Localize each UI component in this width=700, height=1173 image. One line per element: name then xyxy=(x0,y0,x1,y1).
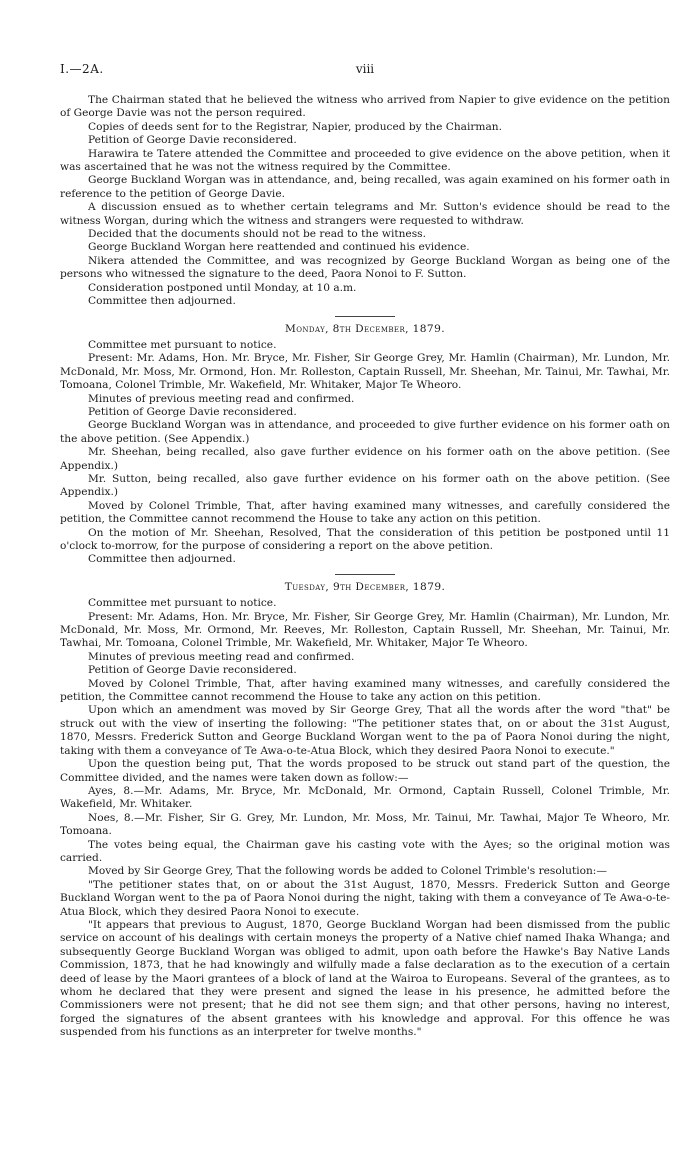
minutes-body xyxy=(60,94,670,1040)
minutes-paragraph: The Chairman stated that he believed the witness who arrived from Napier to give evidence on the petition of George Davie was not the person required. xyxy=(60,94,670,120)
minutes-paragraph: George Buckland Worgan here reattended and continued his evidence. xyxy=(88,241,470,254)
meeting-date-heading: Monday, 8th December, 1879. xyxy=(285,322,445,335)
minutes-paragraph: Consideration postponed until Monday, at 10 a.m. xyxy=(88,281,357,294)
minutes-paragraph: Moved by Colonel Trimble, That, after having examined many witnesses, and carefully considered the petition, the Committee cannot recommend the House to take any action on this petition. xyxy=(60,677,670,704)
minutes-paragraph: Petition of George Davie reconsidered. xyxy=(88,405,297,418)
minutes-paragraph: Committee then adjourned. xyxy=(88,295,236,308)
minutes-paragraph: Noes, 8.—Mr. Fisher, Sir G. Grey, Mr. Lundon, Mr. Moss, Mr. Tainui, Mr. Tawhai, Major Te Wheoro, Mr. Tomoana. xyxy=(60,811,670,838)
section-divider xyxy=(335,574,395,575)
parliamentary-paper-ref: I.—2A. xyxy=(60,62,104,76)
meeting-date-heading: Tuesday, 9th December, 1879. xyxy=(284,580,446,593)
minutes-paragraph: Present: Mr. Adams, Hon. Mr. Bryce, Mr. Fisher, Sir George Grey, Mr. Hamlin (Chairman), Mr. Lundon, Mr. McDonald, Mr. Moss, Mr. Ormond, Hon. Mr. Rolleston, Captain Russell, Mr. Sheehan, Mr. Tainui, Mr. Tawhai, Mr. Tomoana, Colonel Trimble, Mr. Wakefield, Mr. Whitaker, Major Te Wheoro. xyxy=(60,352,670,392)
minutes-paragraph: Nikera attended the Committee, and was recognized by George Buckland Worgan as being one of the persons who witnessed the signature to the deed, Paora Nonoi to F. Sutton. xyxy=(60,254,670,281)
quoted-paragraph: "It appears that previous to August, 1870, George Buckland Worgan had been dismissed from the public service on account of his dealings with certain moneys the property of a Native chief named Ihaka Whanga; and subsequently George Buckland Worgan was obliged to admit, upon oath before the Hawke's Bay Native Lands Commission, 1873, that he had knowingly and wilfully made a false declaration as to the execution of a certain deed of lease by the Maori grantees of a block of land at the Wairoa to Europeans. Several of the grantees, as to whom he declared that they were present and signed the lease in his presence, he admitted before the Commissioners were not present; that he did not see them sign; and that other persons, having no interest, forged the signatures of the absent grantees with his knowledge and approval. For this offence he was suspended from his functions as an interpreter for twelve months." xyxy=(60,918,670,1039)
minutes-paragraph: Minutes of previous meeting read and confirmed. xyxy=(88,650,355,663)
quoted-paragraph: "The petitioner states that, on or about the 31st August, 1870, Messrs. Frederick Sutton and George Buckland Worgan went to the pa of Paora Nonoi during the night, taking with them a conveyance of Te Awa-o-te-Atua Block, which they desired Paora Nonoi to execute. xyxy=(60,878,670,918)
page-header xyxy=(60,62,670,84)
minutes-paragraph: Copies of deeds sent for to the Registrar, Napier, produced by the Chairman. xyxy=(88,120,502,133)
minutes-paragraph: Present: Mr. Adams, Hon. Mr. Bryce, Mr. Fisher, Sir George Grey, Mr. Hamlin (Chairman), Mr. Lundon, Mr. McDonald, Mr. Moss, Mr. Ormond, Mr. Reeves, Mr. Rolleston, Captain Russell, Mr. Sheehan, Mr. Tainui, Mr. Tawhai, Mr. Tomoana, Colonel Trimble, Mr. Wakefield, Mr. Whitaker, Major Te Wheoro. xyxy=(60,610,670,650)
minutes-paragraph: Harawira te Tatere attended the Committee and proceeded to give evidence on the above petition, when it was ascertained that he was not the witness required by the Committee. xyxy=(60,147,670,174)
minutes-paragraph: Minutes of previous meeting read and confirmed. xyxy=(88,392,355,405)
minutes-paragraph: Committee then adjourned. xyxy=(88,553,236,566)
minutes-paragraph: Petition of George Davie reconsidered. xyxy=(88,134,297,147)
minutes-paragraph: Ayes, 8.—Mr. Adams, Mr. Bryce, Mr. McDonald, Mr. Ormond, Captain Russell, Colonel Trimble, Mr. Wakefield, Mr. Whitaker. xyxy=(60,784,670,811)
minutes-paragraph: Moved by Colonel Trimble, That, after having examined many witnesses, and carefully considered the petition, the Committee cannot recommend the House to take any action on this petition. xyxy=(60,499,670,526)
minutes-paragraph: Upon the question being put, That the words proposed to be struck out stand part of the question, the Committee divided, and the names were taken down as follow:— xyxy=(60,758,670,784)
minutes-paragraph: On the motion of Mr. Sheehan, Resolved, That the consideration of this petition be postponed until 11 o'clock to-morrow, for the purpose of considering a report on the above petition. xyxy=(60,526,670,552)
minutes-paragraph: Decided that the documents should not be read to the witness. xyxy=(88,228,426,241)
minutes-paragraph: Committee met pursuant to notice. xyxy=(88,338,277,351)
minutes-paragraph: A discussion ensued as to whether certain telegrams and Mr. Sutton's evidence should be read to the witness Worgan, during which the witness and strangers were requested to withdraw. xyxy=(60,201,670,227)
minutes-paragraph: Petition of George Davie reconsidered. xyxy=(88,664,297,677)
minutes-paragraph: Moved by Sir George Grey, That the following words be added to Colonel Trimble's resolution:— xyxy=(88,865,607,878)
section-divider xyxy=(335,316,395,317)
minutes-paragraph: George Buckland Worgan was in attendance, and proceeded to give further evidence on his former oath on the above petition. (See Appendix.) xyxy=(60,419,670,445)
minutes-paragraph: Upon which an amendment was moved by Sir George Grey, That all the words after the word "that" be struck out with the view of inserting the following: "The petitioner states that, on or about the 31st August, 1870, Messrs. Frederick Sutton and George Buckland Worgan went to the pa of Paora Nonoi during the night, taking with them a conveyance of Te Awa-o-te-Atua Block, which they desired Paora Nonoi to execute." xyxy=(60,704,670,757)
minutes-paragraph: The votes being equal, the Chairman gave his casting vote with the Ayes; so the original motion was carried. xyxy=(60,838,670,864)
minutes-paragraph: Mr. Sutton, being recalled, also gave further evidence on his former oath on the above petition. (See Appendix.) xyxy=(60,472,670,499)
page-number: viii xyxy=(355,62,375,76)
minutes-paragraph: Mr. Sheehan, being recalled, also gave further evidence on his former oath on the above petition. (See Appendix.) xyxy=(60,446,670,472)
minutes-paragraph: George Buckland Worgan was in attendance, and, being recalled, was again examined on his former oath in reference to the petition of George Davie. xyxy=(60,174,670,200)
minutes-paragraph: Committee met pursuant to notice. xyxy=(88,597,277,610)
